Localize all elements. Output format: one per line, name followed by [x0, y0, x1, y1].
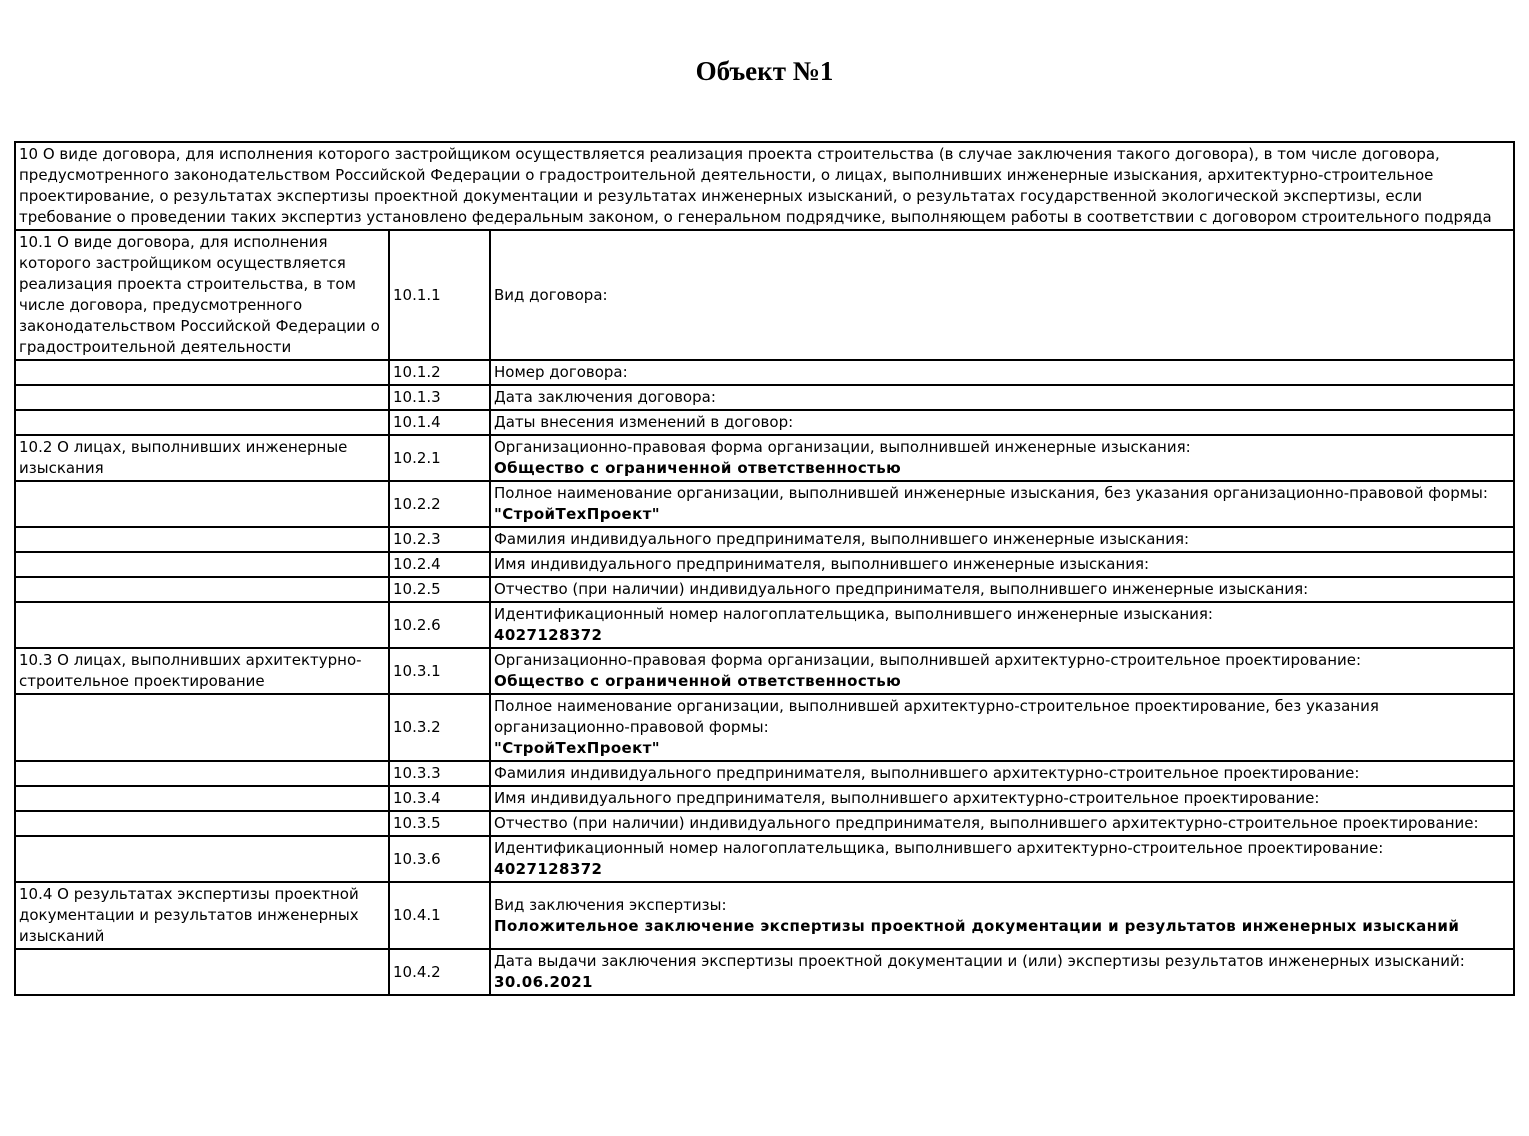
section-cell: [15, 552, 389, 577]
description-cell: [490, 527, 1514, 552]
field-label: Полное наименование организации, выполнившей инженерные изыскания, без указания организационно-правовой формы:: [494, 484, 1488, 502]
description-cell: [490, 836, 1514, 882]
code-cell: 10.2.1: [389, 435, 490, 481]
description-cell: [490, 882, 1514, 949]
description-cell: [490, 602, 1514, 648]
table-row: [15, 481, 1514, 527]
description-cell: [490, 435, 1514, 481]
code-cell: 10.3.6: [389, 836, 490, 882]
field-label: Дата выдачи заключения экспертизы проектной документации и (или) экспертизы результатов инженерных изысканий:: [494, 952, 1465, 970]
code-cell: 10.1.2: [389, 360, 490, 385]
code-cell: 10.3.5: [389, 811, 490, 836]
description-cell: [490, 552, 1514, 577]
description-cell: [490, 694, 1514, 761]
table-row: [15, 811, 1514, 836]
code-cell: 10.2.3: [389, 527, 490, 552]
code-cell: 10.4.2: [389, 949, 490, 995]
code-cell: 10.3.3: [389, 761, 490, 786]
field-label: Фамилия индивидуального предпринимателя, выполнившего инженерные изыскания:: [494, 530, 1190, 548]
field-value: 30.06.2021: [494, 973, 593, 991]
table-row: [15, 882, 1514, 949]
table-row: [15, 694, 1514, 761]
description-cell: [490, 811, 1514, 836]
field-label: Идентификационный номер налогоплательщика, выполнившего архитектурно-строительное проектирование:: [494, 839, 1384, 857]
code-cell: 10.4.1: [389, 882, 490, 949]
document-page: [0, 56, 1529, 996]
table-row: [15, 949, 1514, 995]
description-cell: [490, 786, 1514, 811]
page-title: Объект №1: [695, 56, 834, 86]
field-value: "СтройТехПроект": [494, 739, 661, 757]
table-row: [15, 230, 1514, 360]
code-cell: 10.1.4: [389, 410, 490, 435]
section-cell: 10.4 О результатах экспертизы проектной документации и результатов инженерных изысканий: [15, 882, 389, 949]
table-row: [15, 836, 1514, 882]
table-row: [15, 552, 1514, 577]
field-value: 4027128372: [494, 860, 603, 878]
field-label: Дата заключения договора:: [494, 388, 716, 406]
section-cell: [15, 761, 389, 786]
code-cell: 10.2.4: [389, 552, 490, 577]
table-row: [15, 385, 1514, 410]
table-row: [15, 527, 1514, 552]
description-cell: [490, 577, 1514, 602]
table-row: [15, 602, 1514, 648]
section-cell: [15, 577, 389, 602]
description-cell: [490, 360, 1514, 385]
field-label: Вид заключения экспертизы:: [494, 895, 727, 914]
table-body: [15, 142, 1514, 995]
description-cell: [490, 230, 1514, 360]
field-label: Отчество (при наличии) индивидуального предпринимателя, выполнившего инженерные изыскания:: [494, 580, 1309, 598]
section-cell: [15, 694, 389, 761]
description-cell: [490, 648, 1514, 694]
section-cell: [15, 786, 389, 811]
section-cell: 10.2 О лицах, выполнивших инженерные изыскания: [15, 435, 389, 481]
section-cell: [15, 949, 389, 995]
code-cell: 10.3.1: [389, 648, 490, 694]
section-cell: [15, 527, 389, 552]
code-cell: 10.3.2: [389, 694, 490, 761]
description-cell: [490, 761, 1514, 786]
field-label: Полное наименование организации, выполнившей архитектурно-строительное проектирование, без указания организационно-правовой формы:: [494, 697, 1379, 736]
code-cell: 10.1.1: [389, 230, 490, 360]
field-value: Общество с ограниченной ответственностью: [494, 672, 902, 690]
section-10-header-cell: 10 О виде договора, для исполнения которого застройщиком осуществляется реализация проекта строительства (в случае заключения такого договора), в том числе договора, предусмотренного законодательством Российской Федерации о градостроительной деятельности, о лицах, выполнивших инженерные изыскания, архитектурно-строительное проектирование, о результатах экспертизы проектной документации и результатах инженерных изысканий, о результатах государственной экологической экспертизы, если требование о проведении таких экспертиз установлено федеральным законом, о генеральном подрядчике, выполняющем работы в соответствии с договором строительного подряда: [15, 142, 1514, 230]
code-cell: 10.1.3: [389, 385, 490, 410]
description-cell: [490, 481, 1514, 527]
field-label: Вид договора:: [494, 285, 608, 304]
section-cell: [15, 811, 389, 836]
section-cell: [15, 481, 389, 527]
code-cell: 10.2.2: [389, 481, 490, 527]
field-label: Отчество (при наличии) индивидуального предпринимателя, выполнившего архитектурно-строительное проектирование:: [494, 814, 1479, 832]
field-label: Имя индивидуального предпринимателя, выполнившего инженерные изыскания:: [494, 555, 1150, 573]
table-row: [15, 577, 1514, 602]
field-value: Общество с ограниченной ответственностью: [494, 459, 902, 477]
code-cell: 10.2.5: [389, 577, 490, 602]
field-value: Положительное заключение экспертизы проектной документации и результатов инженерных изысканий: [494, 916, 1460, 935]
section-cell: [15, 602, 389, 648]
field-label: Организационно-правовая форма организации, выполнившей архитектурно-строительное проектирование:: [494, 651, 1362, 669]
field-label: Номер договора:: [494, 363, 628, 381]
table-row: [15, 648, 1514, 694]
field-value: "СтройТехПроект": [494, 505, 661, 523]
field-label: Фамилия индивидуального предпринимателя, выполнившего архитектурно-строительное проектирование:: [494, 764, 1360, 782]
section-cell: 10.1 О виде договора, для исполнения которого застройщиком осуществляется реализация проекта строительства, в том числе договора, предусмотренного законодательством Российской Федерации о градостроительной деятельности: [15, 230, 389, 360]
table-row: [15, 786, 1514, 811]
field-label: Идентификационный номер налогоплательщика, выполнившего инженерные изыскания:: [494, 605, 1213, 623]
section-cell: [15, 385, 389, 410]
table-header-row: [15, 142, 1514, 230]
field-value: 4027128372: [494, 626, 603, 644]
table-row: [15, 761, 1514, 786]
section-cell: [15, 410, 389, 435]
section-cell: [15, 836, 389, 882]
table-row: [15, 360, 1514, 385]
description-cell: [490, 410, 1514, 435]
section-cell: [15, 360, 389, 385]
code-cell: 10.2.6: [389, 602, 490, 648]
description-cell: [490, 949, 1514, 995]
table-row: [15, 410, 1514, 435]
field-label: Имя индивидуального предпринимателя, выполнившего архитектурно-строительное проектирование:: [494, 789, 1320, 807]
field-label: Организационно-правовая форма организации, выполнившей инженерные изыскания:: [494, 438, 1191, 456]
description-cell: [490, 385, 1514, 410]
code-cell: 10.3.4: [389, 786, 490, 811]
section-cell: 10.3 О лицах, выполнивших архитектурно-строительное проектирование: [15, 648, 389, 694]
declaration-table: [14, 141, 1515, 996]
table-row: [15, 435, 1514, 481]
field-label: Даты внесения изменений в договор:: [494, 413, 794, 431]
